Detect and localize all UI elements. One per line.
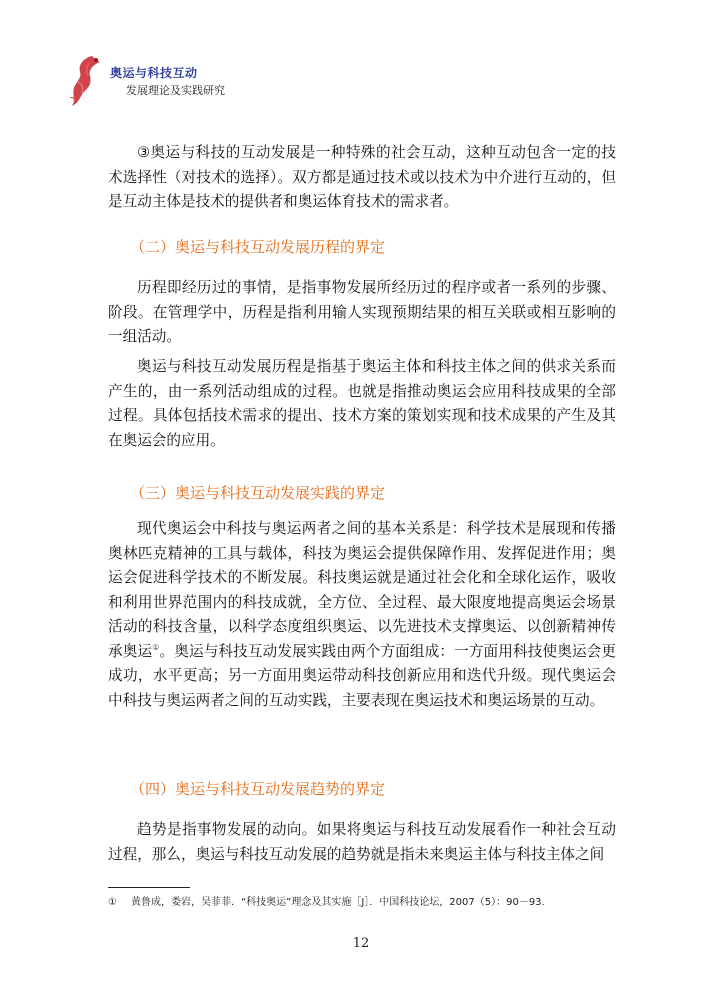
- section-heading-3: （三）奥运与科技互动发展实践的界定: [130, 484, 386, 502]
- section-heading-4: （四）奥运与科技互动发展趋势的界定: [130, 780, 386, 798]
- paragraph-4-text-before-note: 现代奥运会中科技与奥运两者之间的基本关系是：科学技术是展现和传播奥林匹克精神的工具与载体，科技为奥运会提供保障作用、发挥促进作用；奥运会促进科学技术的不断发展。科技奥运就是通过社会化和全球化运作，吸收和利用世界范围内的科技成就，全方位、全过程、最大限度地提高奥运会场景活动的科技含量，以科学态度组织奥运、以先进技术支撑奥运、以创新精神传承奥运: [108, 520, 616, 660]
- paragraph-4: [108, 517, 616, 713]
- logo-icon: [66, 52, 106, 108]
- footnote-divider: [108, 887, 190, 888]
- header-subtitle: 发展理论及实践研究: [126, 84, 225, 97]
- section-heading-2: （二）奥运与科技互动发展历程的界定: [130, 238, 386, 256]
- footnote-marker: ①: [108, 897, 117, 908]
- footnote-reference[interactable]: ①: [152, 642, 160, 652]
- paragraph-3: 奥运与科技互动发展历程是指基于奥运主体和科技主体之间的供求关系而产生的，由一系列活动组成的过程。也就是指推动奥运会应用科技成果的全部过程。具体包括技术需求的提出、技术方案的策划实现和技术成果的产生及其在奥运会的应用。: [108, 358, 616, 449]
- footnote: [108, 893, 545, 908]
- paragraph-5: 趋势是指事物发展的动向。如果将奥运与科技互动发展看作一种社会互动过程，那么，奥运与科技互动发展的趋势就是指未来奥运主体与科技主体之间: [108, 821, 616, 863]
- paragraph-1: ③奥运与科技的互动发展是一种特殊的社会互动，这种互动包含一定的技术选择性（对技术的选择）。双方都是通过技术或以技术为中介进行互动的，但是互动主体是技术的提供者和奥运体育技术的需求者。: [108, 144, 616, 210]
- header-title: 奥运与科技互动: [110, 66, 198, 80]
- page-number: 12: [352, 936, 370, 951]
- paragraph-4-text-after-note: 。奥运与科技互动发展实践由两个方面组成：一方面用科技使奥运会更成功，水平更高；另一方面用奥运带动科技创新应用和迭代升级。现代奥运会中科技与奥运两者之间的互动实践，主要表现在奥运技术和奥运场景的互动。: [108, 642, 616, 709]
- footnote-text: 黄鲁成，娄岩，吴菲菲．“科技奥运”理念及其实施［J］．中国科技论坛，2007（5）：90－93.: [130, 897, 545, 908]
- paragraph-2: 历程即经历过的事情，是指事物发展所经历过的程序或者一系列的步骤、阶段。在管理学中，历程是指利用输人实现预期结果的相互关联或相互影响的一组活动。: [108, 279, 616, 345]
